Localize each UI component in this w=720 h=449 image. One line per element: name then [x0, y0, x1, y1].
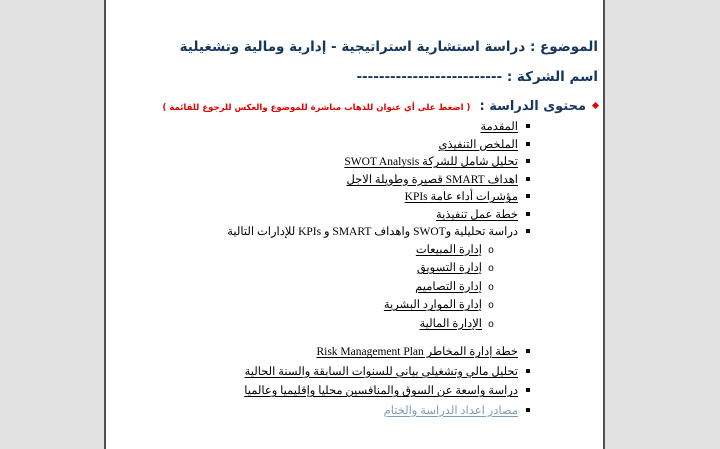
document-title: الموضوع : دراسة استشارية استراتيجية - إدارية ومالية وتشغيلية: [179, 39, 598, 55]
toc-item-smart-goals: [114, 172, 598, 190]
toc-item-sources-conclusion: [114, 402, 598, 422]
toc-link[interactable]: إدارة التصاميم: [415, 280, 482, 293]
toc-item-departments-study: [114, 224, 598, 242]
square-bullet-icon: [526, 229, 530, 233]
square-bullet-icon: [526, 142, 530, 146]
company-name-placeholder: --------------------------: [356, 69, 503, 85]
toc-link[interactable]: تحليل شامل للشركة SWOT Analysis: [344, 156, 518, 168]
toc-subitem-finance-dept: [114, 316, 598, 335]
toc-link[interactable]: إدارة التسويق: [416, 262, 482, 274]
toc-item-action-plan: [114, 207, 598, 225]
toc-link[interactable]: الإدارة المالية: [419, 317, 482, 330]
document-body: [106, 0, 603, 449]
square-bullet-icon: [526, 388, 530, 392]
square-bullet-icon: [526, 177, 530, 181]
toc-item-financial-analysis: [114, 363, 598, 383]
toc-item-executive-summary: [114, 137, 598, 155]
toc-link[interactable]: مؤشرات أداء عامة KPIs: [404, 191, 518, 203]
square-bullet-icon: [526, 159, 530, 163]
square-bullet-icon: [526, 408, 530, 412]
toc-link[interactable]: خطة عمل تنفيذية: [435, 208, 518, 221]
toc-item-swot-analysis: [114, 154, 598, 172]
square-bullet-icon: [526, 369, 530, 373]
toc-link-visited[interactable]: مصادر اعداد الدراسة والختام: [383, 404, 518, 417]
toc-subitem-sales-dept: [114, 242, 598, 261]
circle-bullet-icon: o: [487, 245, 494, 257]
toc-item-kpis: [114, 189, 598, 207]
toc-instruction-note: ( اضغط على أي عنوان للذهاب مباشرة للموضوع والعكس للرجوع للقائمة ): [162, 103, 471, 113]
toc-heading: [114, 96, 598, 117]
toc-link[interactable]: الملخص التنفيذي: [438, 138, 518, 151]
circle-bullet-icon: o: [487, 282, 494, 294]
circle-bullet-icon: o: [487, 319, 494, 331]
toc-link[interactable]: خطة إدارة المخاطر Risk Management Plan: [316, 346, 518, 358]
circle-bullet-icon: o: [487, 301, 494, 312]
toc-item-market-study: [114, 382, 598, 402]
circle-bullet-icon: o: [487, 264, 494, 275]
toc-text: دراسة تحليلية وSWOT واهداف SMART و KPIs للإدارات التالية: [227, 226, 518, 238]
company-name-label: اسم الشركة :: [506, 69, 598, 85]
toc-subitem-hr-dept: [114, 297, 598, 316]
toc-link[interactable]: إدارة الموارد البشرية: [383, 299, 482, 311]
square-bullet-icon: [526, 194, 530, 198]
toc-subitem-design-dept: [114, 279, 598, 298]
red-diamond-bullet-icon: [592, 102, 599, 109]
document-page: [104, 0, 605, 449]
toc-link[interactable]: دراسة واسعة عن السوق والمنافسين محليا وإقليميا وعالميا: [244, 385, 518, 397]
square-bullet-icon: [526, 212, 530, 216]
toc-link[interactable]: تحليل مالي وتشغيلي بياني للسنوات السابقة والسنة الحالية: [244, 365, 518, 378]
square-bullet-icon: [526, 124, 530, 128]
toc-heading-label: محتوى الدراسة :: [479, 99, 586, 114]
toc-subitem-marketing-dept: [114, 260, 598, 279]
square-bullet-icon: [526, 349, 530, 353]
toc-item-introduction: [114, 119, 598, 137]
toc-list: [114, 119, 598, 421]
toc-item-risk-management: [114, 343, 598, 363]
toc-link[interactable]: المقدمة: [480, 121, 518, 133]
toc-link[interactable]: إدارة المبيعات: [415, 243, 482, 256]
toc-link[interactable]: اهداف SMART قصيرة وطويلة الاجل: [346, 173, 518, 186]
company-name-line: [114, 66, 598, 88]
